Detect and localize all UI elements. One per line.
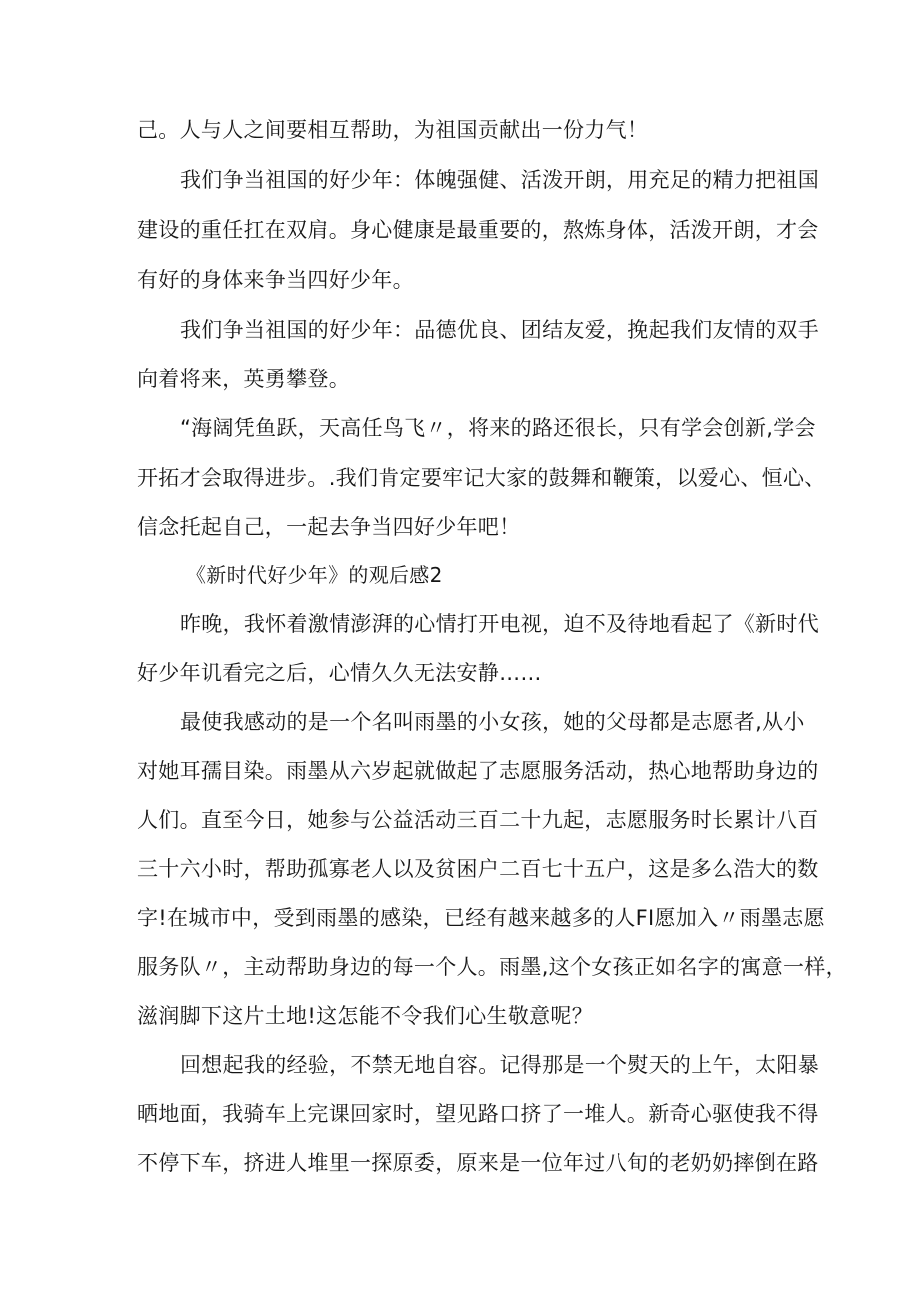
paragraph-first-line: 我们争当祖国的好少年：品德优良、团结友爱，挽起我们友情的双手 [180,318,819,342]
text-line: 好少年讥看完之后，心情久久无法安静…… [137,661,542,685]
text-line: 不停下车，挤进人堆里一探原委，原来是一位年过八旬的老奶奶摔倒在路 [137,1151,819,1175]
text-line: 信念托起自己，一起去争当四好少年吧！ [137,515,521,539]
paragraph-first-line: 回想起我的经验，不禁无地自容。记得那是一个熨天的上午，太阳暴 [180,1053,819,1077]
paragraph-first-line: 我们争当祖国的好少年：体魄强健、活泼开朗，用充足的精力把祖国 [180,168,819,192]
text-line: 有好的身体来争当四好少年。 [137,268,414,292]
text-line: 晒地面，我骑车上完课回家时，望见路口挤了一堆人。新奇心驱使我不得 [137,1102,819,1126]
text-line: 向着将来，英勇攀登。 [137,367,350,391]
text-line: 己。人与人之间要相互帮助，为祖国贡献出一份力气！ [137,118,649,142]
text-line: 滋润脚下这片土地!这怎能不令我们心生敬意呢？ [137,1004,594,1028]
paragraph-first-line: “海阔凭鱼跃，天高任鸟飞〃，将来的路还很长，只有学会创新,学会 [180,416,816,440]
section-heading: 《新时代好少年》的观后感2 [186,563,443,587]
paragraph-first-line: 昨晚，我怀着激情澎湃的心情打开电视，迫不及待地看起了《新时代 [180,612,819,636]
text-line: 人们。直至今日，她参与公益活动三百二十九起，志愿服务时长累计八百 [137,808,819,832]
text-line: 字!在城市中，受到雨墨的感染，已经有越来越多的人FI愿加入〃雨墨志愿 [137,906,825,930]
paragraph-first-line: 最使我感动的是一个名叫雨墨的小女孩，她的父母都是志愿者,从小 [180,710,805,734]
text-line: 建设的重任扛在双肩。身心健康是最重要的，熬炼身体，活泼开朗，才会 [137,218,819,242]
text-line: 三十六小时，帮助孤寡老人以及贫困户二百七十五户，这是多么浩大的数 [137,857,819,881]
text-line: 服务队〃，主动帮助身边的每一个人。雨墨,这个女孩正如名字的寓意一样， [137,955,847,979]
text-line: 开拓才会取得进步。.我们肯定要牢记大家的鼓舞和鞭策，以爱心、恒心、 [137,466,826,490]
text-line: 对她耳孺目染。雨墨从六岁起就做起了志愿服务活动，热心地帮助身边的 [137,759,819,783]
